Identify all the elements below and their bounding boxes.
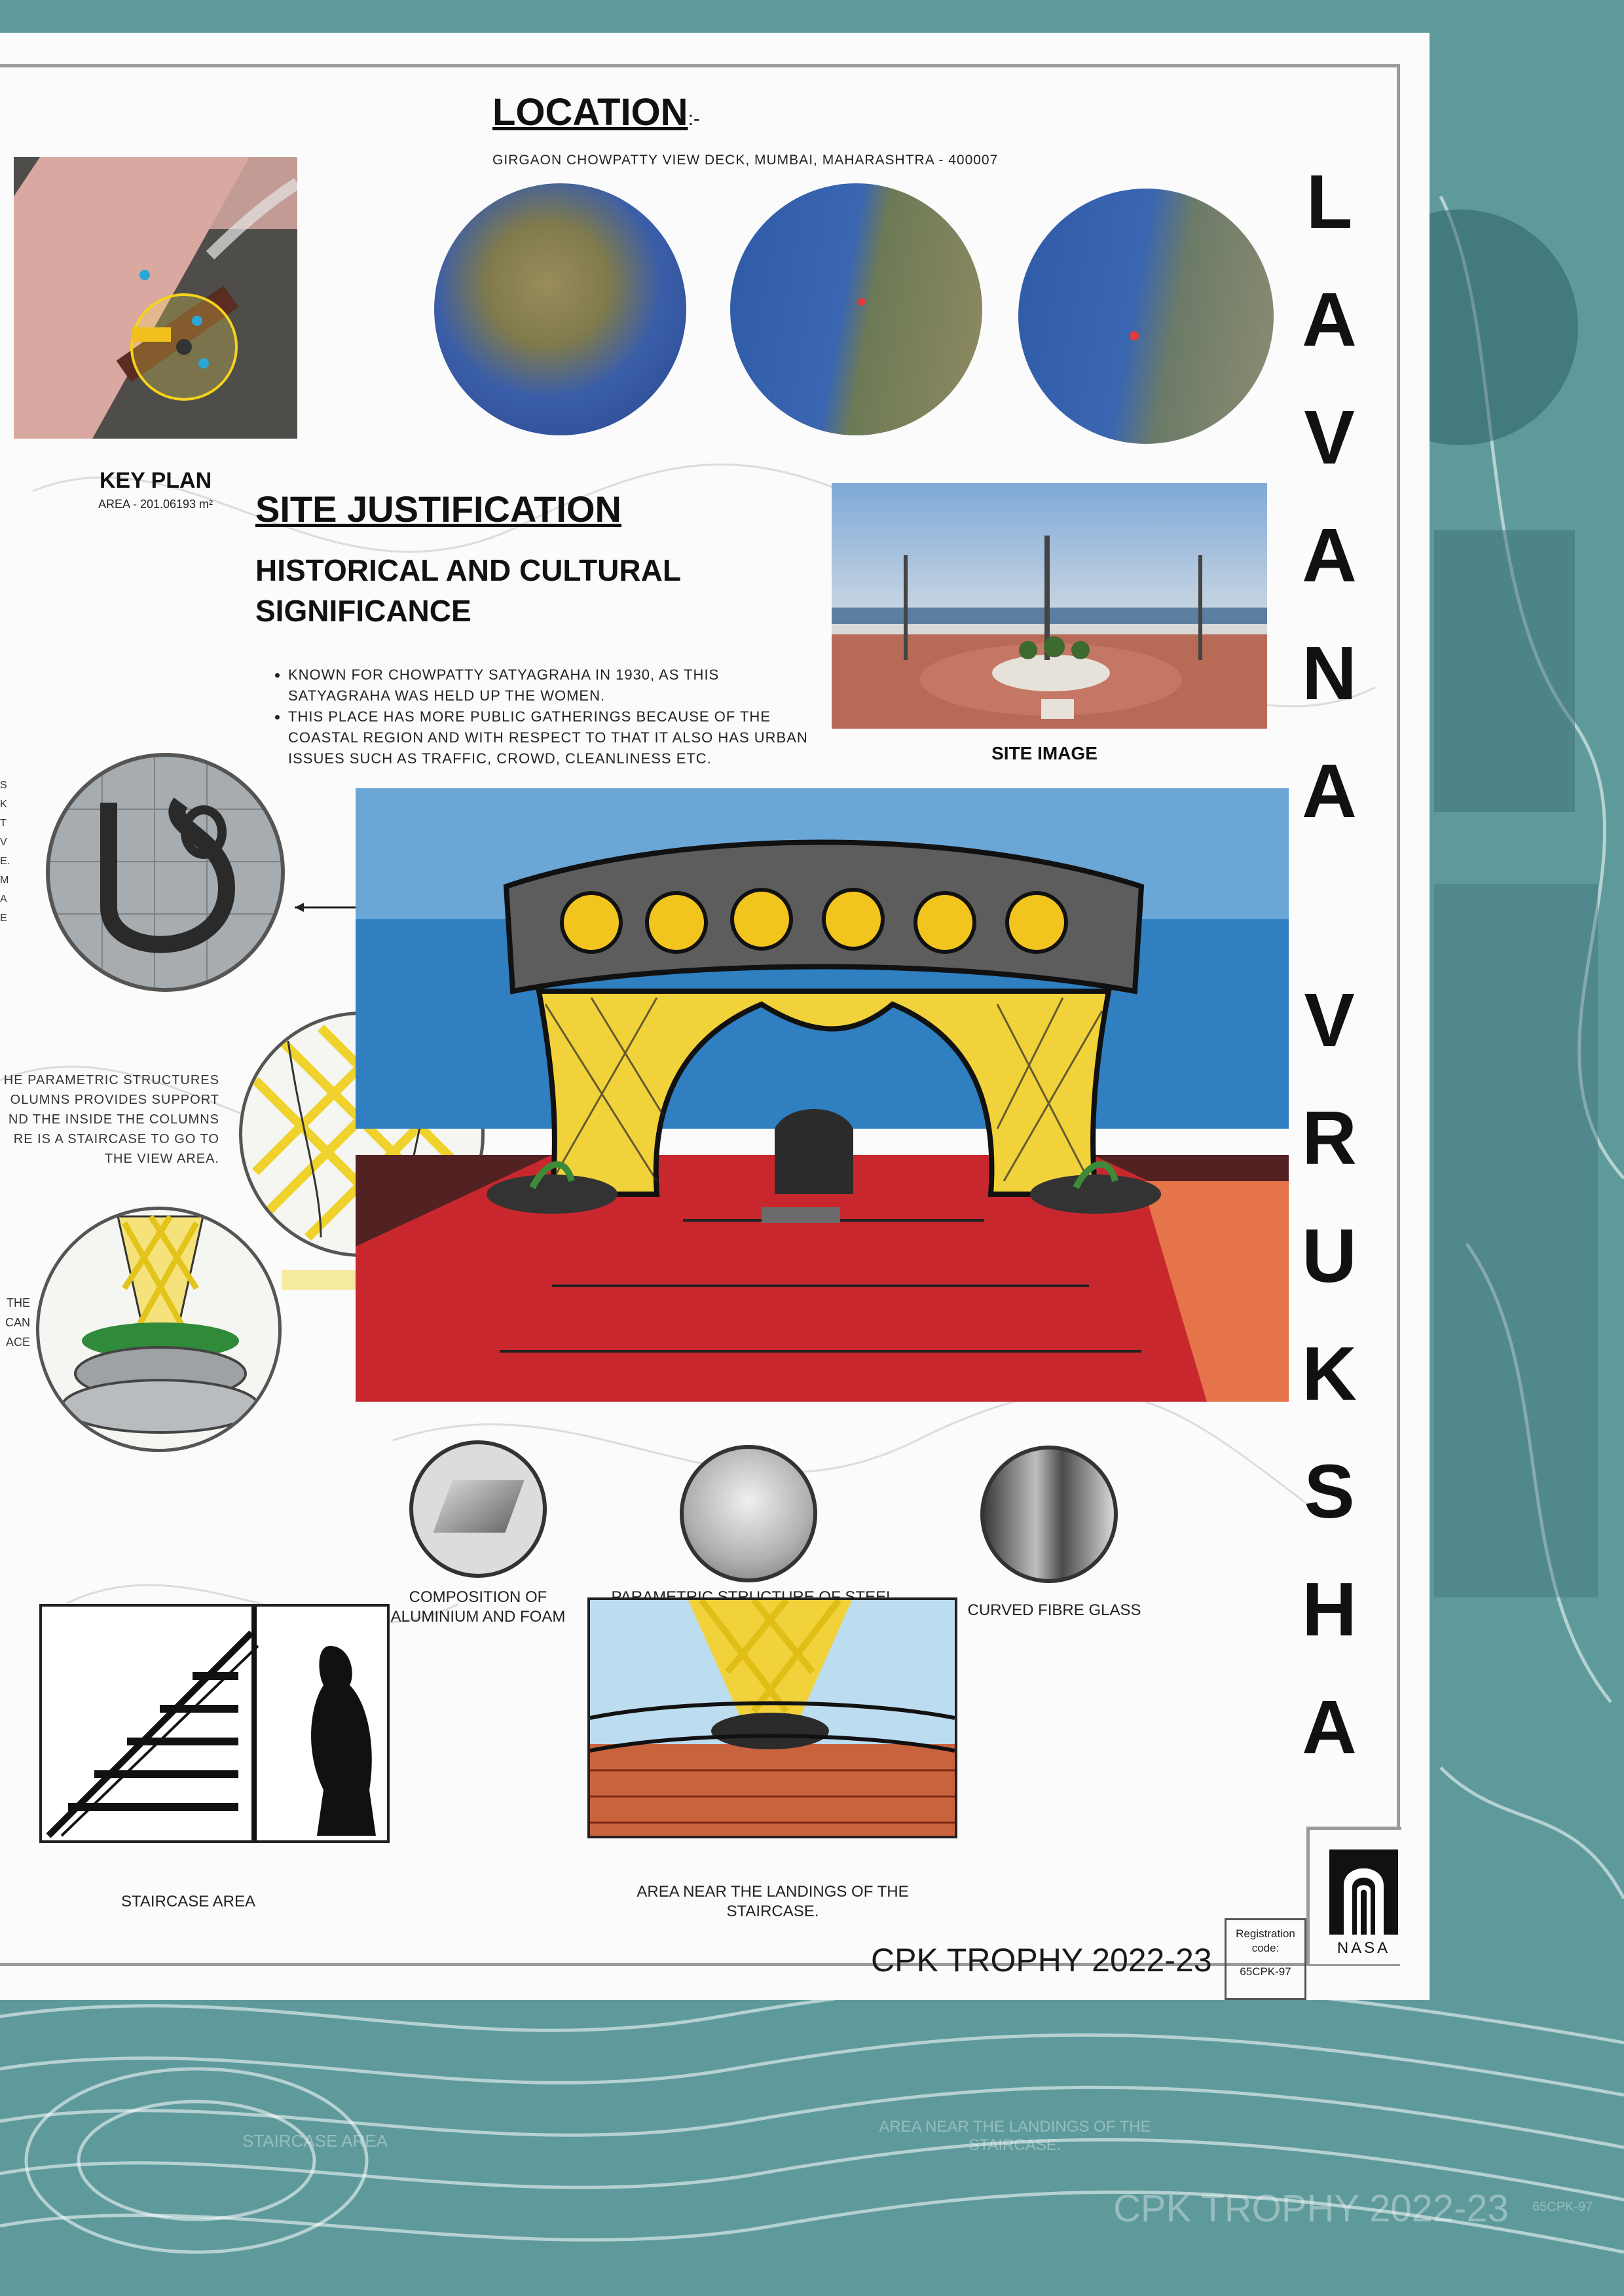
project-title-letter: K <box>1302 1331 1357 1416</box>
key-plan-title: KEY PLAN <box>99 468 212 493</box>
project-title-letter: A <box>1302 748 1357 833</box>
registration-box <box>1225 1918 1306 2000</box>
material-caption-curved-fibre-glass: CURVED FIBRE GLASS <box>967 1601 1141 1619</box>
project-title-letter: V <box>1304 977 1355 1063</box>
material-parametric-steel-swatch <box>680 1445 817 1582</box>
ghost-reg-code: 65CPK-97 <box>1532 2200 1593 2214</box>
detail-planter-circle <box>36 1207 282 1452</box>
landing-sketch <box>587 1597 957 1838</box>
side-note-mid: HE PARAMETRIC STRUCTURES OLUMNS PROVIDES SUPPORT ND THE INSIDE THE COLUMNS RE IS A STAIRCASE TO GO TO THE VIEW AREA. <box>3 1073 219 1166</box>
side-note-bottom: THE CAN ACE <box>5 1296 30 1349</box>
project-title-letter: A <box>1302 1685 1357 1770</box>
project-title-letter: S <box>1304 1449 1355 1534</box>
site-justification-subheading: HISTORICAL AND CULTURAL SIGNIFICANCE <box>255 553 681 628</box>
bullet-item: • THIS PLACE HAS MORE PUBLIC GATHERINGS BECAUSE OF THE COASTAL REGION AND WITH RESPECT TO THAT IT ALSO HAS URBAN ISSUES SUCH AS TRAFFIC, CROWD, CLEANLINESS ETC. <box>288 706 825 769</box>
project-title-letter: N <box>1302 630 1357 716</box>
project-title-letter: V <box>1304 395 1355 480</box>
side-note-top: S K T V E. M A E <box>0 780 10 924</box>
site-justification-heading: SITE JUSTIFICATION <box>255 488 621 530</box>
project-title-letter: A <box>1302 277 1357 362</box>
nasa-logo-text: NASA <box>1337 1939 1391 1957</box>
map-region-globe <box>730 183 982 435</box>
material-aluminium-foam-swatch <box>409 1440 547 1578</box>
location-heading-tail: :- <box>688 108 700 130</box>
material-curved-fibre-glass-swatch <box>980 1446 1118 1583</box>
key-plan-image <box>14 157 297 439</box>
project-title-letter: A <box>1302 513 1357 598</box>
trophy-title: CPK TROPHY 2022-23 <box>871 1942 1212 1978</box>
staircase-caption: STAIRCASE AREA <box>121 1893 255 1910</box>
material-caption-aluminium-foam: COMPOSITION OF ALUMINIUM AND FOAM <box>390 1588 566 1626</box>
registration-code: 65CPK-97 <box>1240 1965 1291 1978</box>
location-address: GIRGAON CHOWPATTY VIEW DECK, MUMBAI, MAHARASHTRA - 400007 <box>492 153 999 168</box>
project-title-letter: R <box>1302 1095 1357 1180</box>
project-title-letter: H <box>1302 1567 1357 1652</box>
site-image-caption: SITE IMAGE <box>991 743 1098 763</box>
nasa-logo-arch-icon <box>1329 1850 1398 1935</box>
landing-caption: AREA NEAR THE LANDINGS OF THE STAIRCASE. <box>637 1883 909 1920</box>
ghost-trophy-title: CPK TROPHY 2022-23 <box>1113 2187 1509 2230</box>
main-structure-sketch <box>356 788 1289 1402</box>
site-image <box>832 483 1267 729</box>
ghost-staircase-caption: STAIRCASE AREA <box>242 2131 388 2151</box>
map-mumbai-globe <box>1018 189 1274 444</box>
map-india-globe <box>434 183 686 435</box>
staircase-sketch <box>39 1604 390 1843</box>
project-title-letter: U <box>1302 1213 1357 1298</box>
poster-sheet <box>0 33 1430 2000</box>
nasa-logo <box>1329 1850 1398 1957</box>
detail-letter-circle <box>46 753 285 992</box>
location-heading: LOCATION <box>492 91 688 134</box>
key-plan-area: AREA - 201.06193 m² <box>98 498 213 511</box>
bullet-item: • KNOWN FOR CHOWPATTY SATYAGRAHA IN 1930, AS THIS SATYAGRAHA WAS HELD UP THE WOMEN. <box>288 665 825 706</box>
site-justification-bullets <box>255 665 825 769</box>
ghost-landings-caption: AREA NEAR THE LANDINGS OF THE STAIRCASE. <box>879 2118 1151 2154</box>
registration-label: Registration code: <box>1236 1927 1295 1954</box>
project-title-letter: L <box>1306 159 1353 244</box>
